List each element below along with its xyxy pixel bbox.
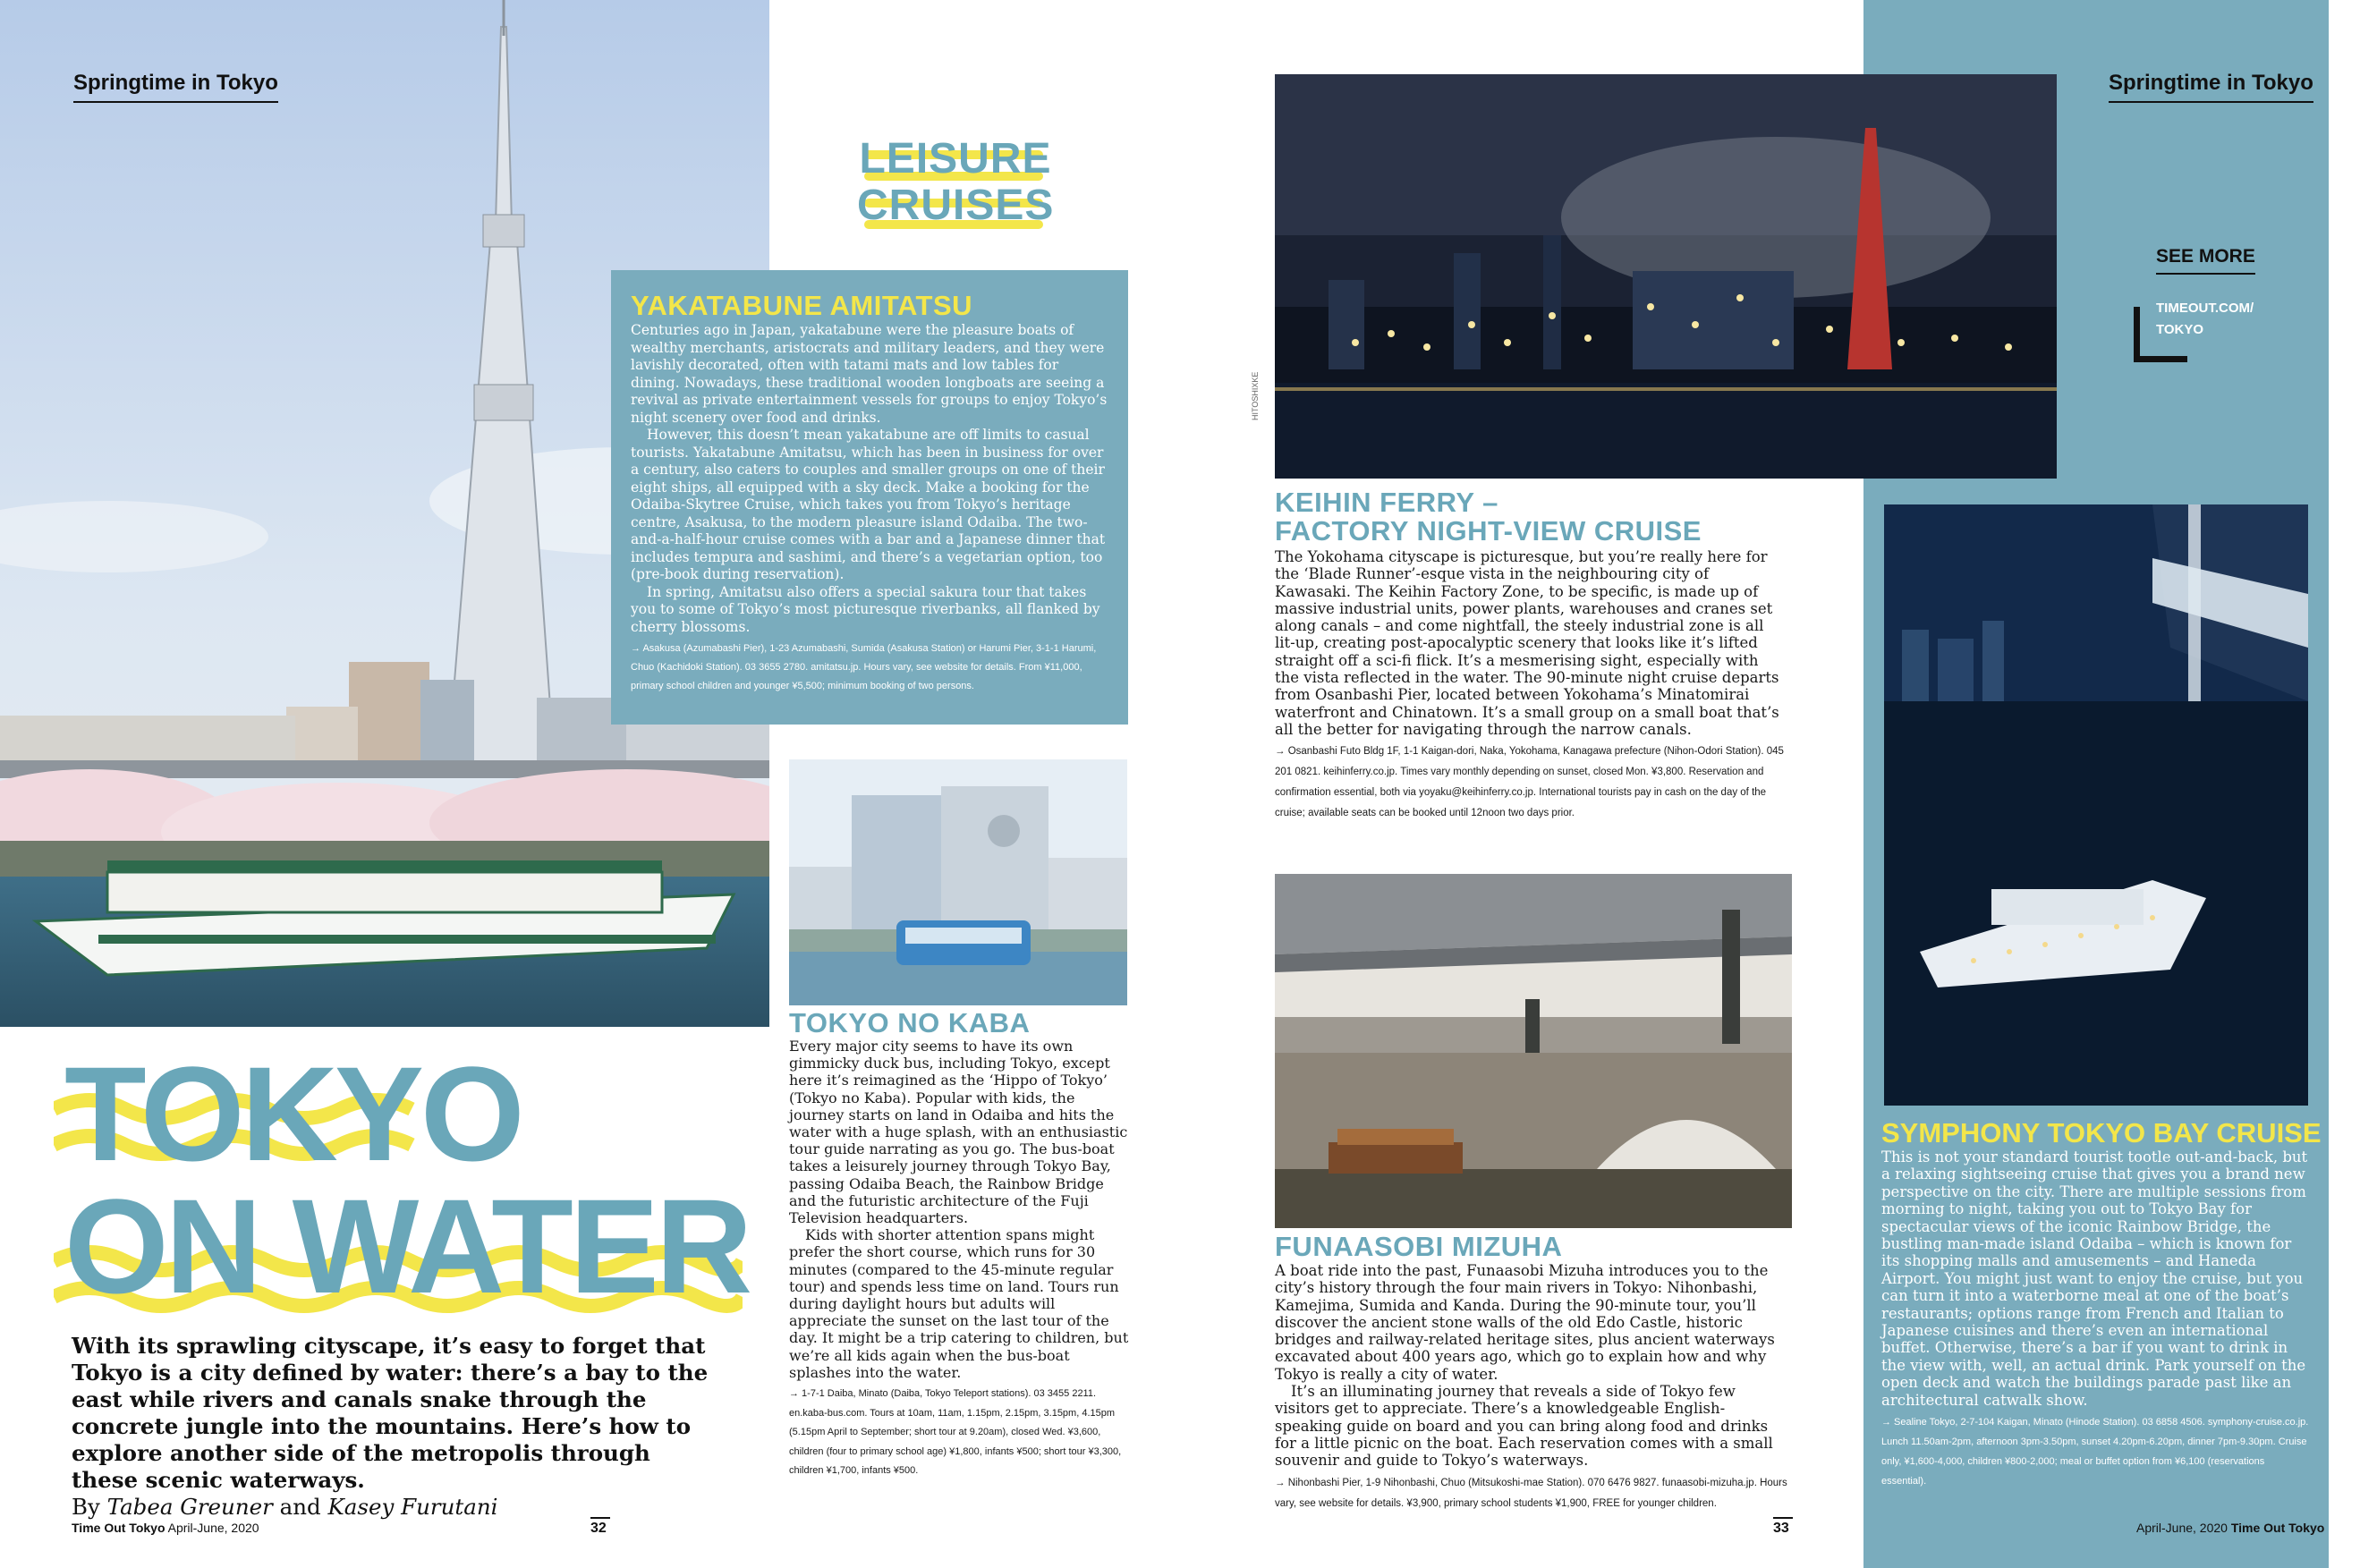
page-number-right-text: 33 <box>1773 1521 1789 1536</box>
keihin-heading-line-1: KEIHIN FERRY – <box>1275 487 1498 518</box>
symphony-body <box>1881 1148 2311 1409</box>
intro-text: With its sprawling cityscape, it’s easy to forget that Tokyo is a city defined by water: there’s a bay to the east while rivers and canals snake through the concrete jungle into the mountains. Here’s how to explore another side of the metropolis through these scenic waterways. <box>72 1333 709 1493</box>
see-more-label: SEE MORE <box>2156 246 2255 275</box>
see-more-link-line-2: TOKYO <box>2156 322 2204 337</box>
funaasobi-paragraph: It’s an illuminating journey that reveals a side of Tokyo few visitors get to appreciate. There’s a knowledgeable English-speaking guide on board and you can bring along food and drinks for a little picnic on the boat. Each reservation comes with a small souvenir and guide to Tokyo’s waterways. <box>1275 1383 1773 1470</box>
yakatabune-paragraph: In spring, Amitatsu also offers a special sakura tour that takes you to some of Tokyo’s most picturesque riverbanks, all flanked by cherry blossoms. <box>631 583 1100 635</box>
kaba-heading: TOKYO NO KABA <box>789 1007 1031 1038</box>
kaba-body <box>789 1038 1129 1381</box>
symphony-cruise-photo <box>1884 504 2308 1106</box>
footer-left-brand: Time Out Tokyo <box>72 1521 166 1535</box>
keihin-info: → Osanbashi Futo Bldg 1F, 1-1 Kaigan-dori, Naka, Yokohama, Kanagawa prefecture (Nihon-Odori Station). 045 201 0821. keihinferry.co.jp. Times vary monthly depending on sunset, closed Mon. ¥3,800. Reservation and confirmation essential, both via yoyaku@keihinferry.co.jp. International tourists pay in cash on the day of the cruise; available seats can be booked until 12noon two days prior. <box>1275 746 1784 819</box>
symphony-heading: SYMPHONY TOKYO BAY CRUISE <box>1881 1117 2322 1148</box>
footer-right-brand: Time Out Tokyo <box>2230 1521 2325 1535</box>
footer-left-date: April-June, 2020 <box>165 1521 259 1535</box>
funaasobi-article <box>1275 1262 1789 1514</box>
yakatabune-paragraph: However, this doesn’t mean yakatabune are off limits to casual tourists. Yakatabune Amitatsu, which has been in business for over a century, also caters to couples and smaller groups on one of their eight ships, all equipped with a sky deck. Make a booking for the Odaiba-Skytree Cruise, which takes you from Tokyo’s heritage centre, Asakusa, to the modern pleasure island Odaiba. The two-and-a-half-hour cruise comes with a bar and a Japanese dinner that includes tempura and sashimi, and there’s a vegetarian option, too (pre-book during reservation). <box>631 427 1106 582</box>
main-title-line-1: TOKYO <box>64 1038 522 1189</box>
factory-night-photo <box>1275 74 2057 479</box>
funaasobi-heading: FUNAASOBI MIZUHA <box>1275 1231 1563 1262</box>
intro <box>72 1333 720 1521</box>
yakatabune-heading: YAKATABUNE AMITATSU <box>631 290 973 321</box>
footer-right-date: April-June, 2020 <box>2136 1521 2231 1535</box>
section-label-left: Springtime in Tokyo <box>73 71 278 103</box>
kaba-photo <box>789 759 1127 1005</box>
page-number-right <box>1773 1517 1793 1537</box>
yakatabune-box <box>611 270 1128 725</box>
symphony-paragraph: This is not your standard tourist tootle out-and-back, but a relaxing sightseeing cruise that gives you a brand new perspective on the city. There are multiple sessions from morning to night, taking you out to Tokyo Bay for spectacular views of the iconic Rainbow Bridge, the bustling man-made island Odaiba – which is known for its shopping malls and amusements – and Haneda Airport. You might just want to enjoy the cruise, but you can turn it into a waterborne meal at one of the boat’s restaurants; options range from French and Italian to Japanese cuisines and there’s even an international buffet. Otherwise, there’s a bar if you want to drink in the view with, well, an actual drink. Park yourself on the open deck and watch the buildings parade past like an architectural catwalk show. <box>1881 1148 2308 1409</box>
funaasobi-body <box>1275 1262 1789 1470</box>
byline-author-1: Tabea Greuner <box>106 1494 273 1520</box>
nihonbashi-bridge-photo <box>1275 874 1792 1228</box>
byline-author-2: Kasey Furutani <box>327 1494 498 1520</box>
funaasobi-paragraph: A boat ride into the past, Funaasobi Mizuha introduces you to the city’s history through the four main rivers in Tokyo: Nihonbashi, Kamejima, Sumida and Kanda. During the 90-minute tour, you’ll discover the ancient stone walls of the old Edo Castle, historic bridges and railway-related heritage sites, plus ancient waterways excavated about 400 years ago, which go to explain how and why Tokyo is really a city of water. <box>1275 1262 1775 1383</box>
keihin-body <box>1275 548 1785 738</box>
keihin-article <box>1275 548 1785 824</box>
section-label-right: Springtime in Tokyo <box>2109 71 2313 103</box>
symphony-article <box>1881 1148 2311 1491</box>
keihin-heading <box>1275 488 1702 546</box>
yakatabune-body <box>631 322 1110 636</box>
byline <box>72 1494 720 1521</box>
kaba-article <box>789 1038 1129 1481</box>
symphony-info: → Sealine Tokyo, 2-7-104 Kaigan, Minato (Hinode Station). 03 6858 4506. symphony-cruise.co.jp. Lunch 11.50am-2pm, afternoon 3pm-3.50pm, sunset 4.20pm-6.20pm, dinner 7pm-9.30pm. Cruise only, ¥1,600-4,000, children ¥800-2,000; meal or buffet option from ¥6,100 (reservations essential). <box>1881 1417 2309 1487</box>
see-more-link-line-1: TIMEOUT.COM/ <box>2156 301 2254 316</box>
see-more-link[interactable] <box>2156 298 2254 341</box>
footer-left <box>72 1521 259 1535</box>
byline-by: By <box>72 1494 107 1520</box>
keihin-heading-line-2: FACTORY NIGHT-VIEW CRUISE <box>1275 515 1702 547</box>
yakatabune-paragraph: Centuries ago in Japan, yakatabune were the pleasure boats of wealthy merchants, aristocrats and military leaders, and they were lavishly decorated, often with tatami mats and low tables for dining. Nowadays, these traditional wooden longboats are seeing a revival as private entertainment vessels for groups to enjoy Tokyo’s night scenery over food and drinks. <box>631 322 1108 426</box>
keihin-paragraph: The Yokohama cityscape is picturesque, but you’re really here for the ‘Blade Runner’-esque vista in the neighbouring city of Kawasaki. The Keihin Factory Zone, to be specific, is made up of massive industrial units, power plants, warehouses and cranes set along canals – and come nightfall, the steely industrial zone is all lit-up, creating post-apocalyptic scenery that looks like it’s lifted straight off a sci-fi flick. It’s a mesmerising sight, especially with the vista reflected in the water. The 90-minute night cruise departs from Osanbashi Pier, located between Yokohama’s Minatomirai waterfront and Chinatown. It’s a small group on a small boat that’s all the better for navigating through the narrow canals. <box>1275 548 1779 738</box>
footer-right <box>2136 1521 2324 1535</box>
funaasobi-info: → Nihonbashi Pier, 1-9 Nihonbashi, Chuo (Mitsukoshi-mae Station). 070 6476 9827. funaasobi-mizuha.jp. Hours vary, see website for details. ¥3,900, primary school students ¥1,900, FREE for younger children. <box>1275 1477 1787 1509</box>
kaba-paragraph: Every major city seems to have its own gimmicky duck bus, including Tokyo, except here it’s reimagined as the ‘Hippo of Tokyo’ (Tokyo no Kaba). Popular with kids, the journey starts on land in Odaiba and hits the water with a huge splash, with an enthusiastic tour guide narrating as you go. The bus-boat takes a leisurely journey through Tokyo Bay, passing Odaiba Beach, the Rainbow Bridge and the futuristic architecture of the Fuji Television headquarters. <box>789 1038 1128 1227</box>
leisure-cruises-logo <box>857 136 1054 234</box>
page-number-left <box>590 1517 610 1537</box>
see-more <box>2156 246 2255 275</box>
logo-line-1: LEISURE <box>859 135 1052 182</box>
main-title-line-2: ON WATER <box>64 1171 750 1321</box>
photo-credit: HITOSHIXKE <box>1251 371 1260 420</box>
page-number-left-text: 32 <box>590 1521 607 1536</box>
main-title <box>64 1038 750 1321</box>
kaba-paragraph: Kids with shorter attention spans might prefer the short course, which runs for 30 minutes (compared to the 45-minute regular tour) and spends less time on land. Tours run during daylight hours but adults will appreciate the sunset on the last tour of the day. It might be a trip catering to children, but we’re all kids again when the bus-boat splashes into the water. <box>789 1226 1129 1381</box>
kaba-info: → 1-7-1 Daiba, Minato (Daiba, Tokyo Teleport stations). 03 3455 2211. en.kaba-bus.com. Tours at 10am, 11am, 1.15pm, 2.15pm, 3.15pm, 4.15pm (5.15pm April to September; short tour at 9.20am), closed Wed. ¥3,600, children (four to primary school age) ¥1,800, infants ¥500; short tour ¥3,300, children ¥1,700, infants ¥500. <box>789 1388 1122 1477</box>
yakatabune-info: → Asakusa (Azumabashi Pier), 1-23 Azumabashi, Sumida (Asakusa Station) or Harumi Pier, 3-1-1 Harumi, Chuo (Kachidoki Station). 03 3655 2780. amitatsu.jp. Hours vary, see website for details. From ¥11,000, primary school children and younger ¥5,500; minimum booking of two persons. <box>631 643 1097 691</box>
byline-and: and <box>272 1494 328 1520</box>
logo-line-2: CRUISES <box>857 182 1055 229</box>
